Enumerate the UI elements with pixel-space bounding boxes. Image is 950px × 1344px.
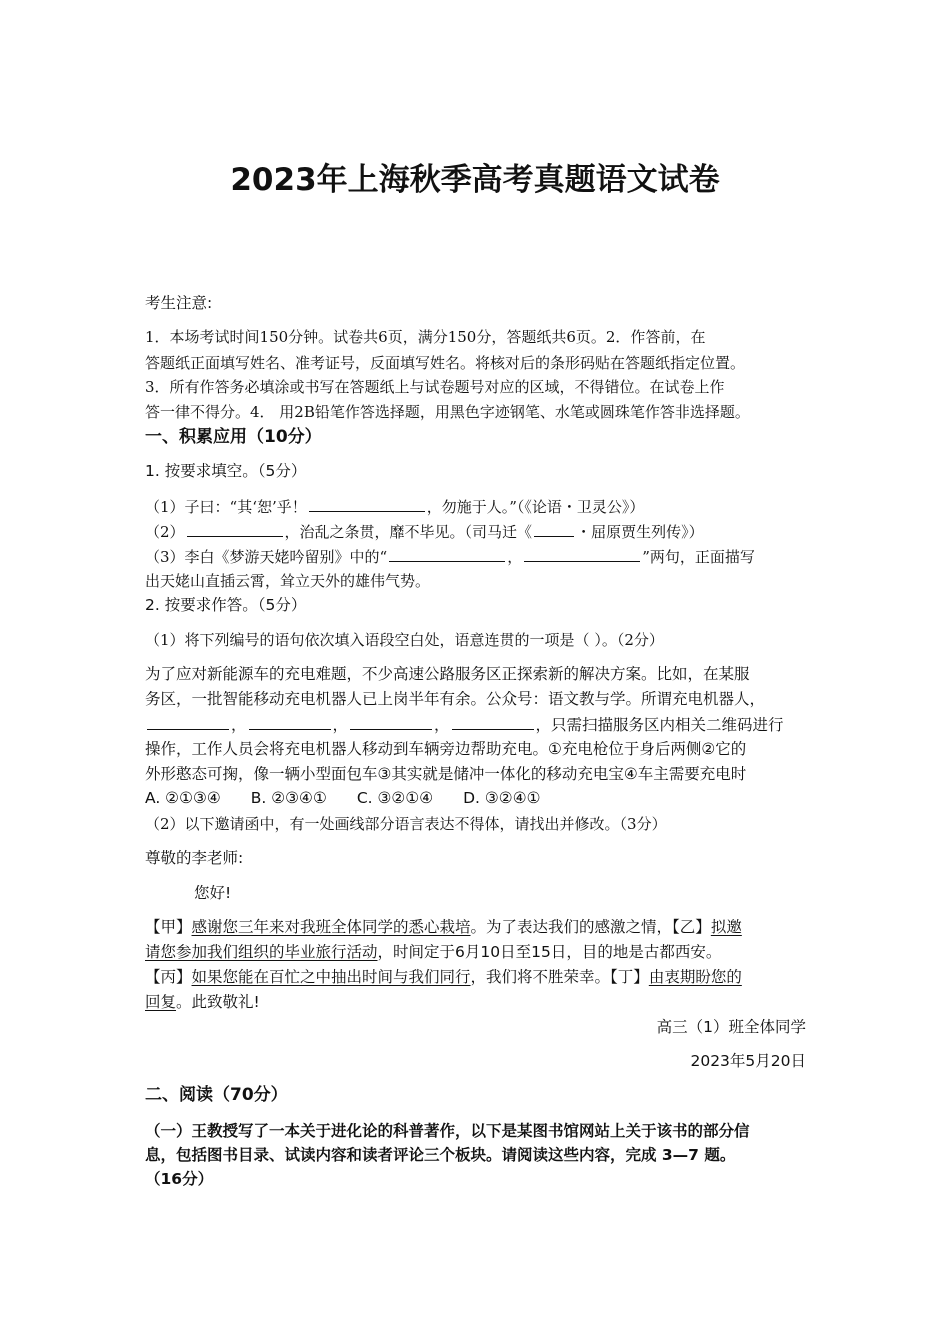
underlined-ding-part1: 由衷期盼您的 bbox=[648, 968, 742, 986]
letter-salutation: 尊敬的李老师: bbox=[145, 849, 244, 867]
notice-line-2: 答题纸正面填写姓名、准考证号，反面填写姓名。将核对后的条形码贴在答题纸指定位置。 bbox=[145, 354, 746, 372]
q1-item-3-suffix: ”两句，正面描写 bbox=[642, 548, 755, 566]
fill-blank[interactable] bbox=[452, 713, 534, 730]
notice-line-3: 3．所有作答务必填涂或书写在答题纸上与试卷题号对应的区域，不得错位。在试卷上作 bbox=[145, 378, 725, 396]
underlined-ding-part2: 回复 bbox=[145, 993, 177, 1011]
letter-line-1 bbox=[145, 916, 742, 938]
letter-text: 。为了表达我们的感激之情， bbox=[470, 918, 673, 936]
fill-blank[interactable] bbox=[389, 545, 505, 562]
letter-line-4 bbox=[145, 991, 260, 1013]
q1-stem: 1. 按要求填空。（5分） bbox=[145, 462, 307, 480]
notice-line-4: 答一律不得分。4． 用2B铅笔作答选择题，用黑色字迹钢笔、水笔或圆珠笔作答非选择题。 bbox=[145, 403, 750, 421]
option-a[interactable]: A. ②①③④ bbox=[145, 789, 221, 807]
passage-line-2: 务区，一批智能移动充电机器人已上岗半年有余。公众号：语文教与学。所谓充电机器人， bbox=[145, 690, 766, 708]
tag-jia: 【甲】 bbox=[145, 918, 192, 936]
tag-yi: 【乙】 bbox=[672, 918, 711, 936]
fill-blank[interactable] bbox=[249, 713, 331, 730]
answer-options bbox=[145, 787, 571, 809]
fill-blank[interactable] bbox=[187, 520, 283, 537]
q1-item-1-prefix: （1）子曰：“其‘恕’乎！ bbox=[145, 498, 307, 516]
blank-separator: ， bbox=[231, 716, 247, 734]
passage-line-3-tail: ，只需扫描服务区内相关二维码进行 bbox=[535, 716, 784, 734]
q1-item-3-sep: ， bbox=[507, 548, 523, 566]
letter-line-2 bbox=[145, 941, 721, 963]
q1-item-2-mid: ，治乱之条贯，靡不毕见。（司马迁《 bbox=[284, 523, 533, 541]
notice-line-1: 1．本场考试时间150分钟。试卷共6页，满分150分，答题纸共6页。2．作答前，在 bbox=[145, 328, 706, 346]
option-c[interactable]: C. ③②①④ bbox=[356, 789, 434, 807]
q1-item-2 bbox=[145, 520, 704, 543]
fill-blank[interactable] bbox=[524, 545, 640, 562]
section2-intro-2: 息，包括图书目录、试读内容和读者评论三个板块。请阅读这些内容，完成 3—7 题。 bbox=[145, 1146, 736, 1164]
notice-heading: 考生注意: bbox=[145, 294, 213, 312]
tag-bing: 【丙】 bbox=[145, 968, 192, 986]
underlined-jia: 感谢您三年来对我班全体同学的悉心栽培 bbox=[191, 918, 471, 936]
passage-line-5: 外形憨态可掬，像一辆小型面包车③其实就是储冲一体化的移动充电宝④车主需要充电时 bbox=[145, 765, 747, 783]
q2-sub2: （2）以下邀请函中，有一处画线部分语言表达不得体，请找出并修改。（3分） bbox=[145, 815, 667, 833]
q1-item-3-cont: 出天姥山直插云霄，耸立天外的雄伟气势。 bbox=[145, 572, 431, 590]
fill-blank[interactable] bbox=[534, 520, 574, 537]
q2-sub1: （1）将下列编号的语句依次填入语段空白处，语意连贯的一项是（ ）。（2分） bbox=[145, 631, 664, 649]
section1-heading: 一、积累应用（10分） bbox=[145, 427, 322, 447]
passage-line-1: 为了应对新能源车的充电难题，不少高速公路服务区正探索新的解决方案。比如，在某服 bbox=[145, 665, 750, 683]
option-d[interactable]: D. ③②④① bbox=[463, 789, 541, 807]
fill-blank[interactable] bbox=[350, 713, 432, 730]
letter-date: 2023年5月20日 bbox=[690, 1052, 806, 1070]
letter-text: ，时间定于6月10日至15日，目的地是古都西安。 bbox=[377, 943, 722, 961]
option-b[interactable]: B. ②③④① bbox=[250, 789, 327, 807]
letter-text: 。此致敬礼! bbox=[176, 993, 260, 1011]
underlined-bing: 如果您能在百忙之中抽出时间与我们同行 bbox=[191, 968, 471, 986]
fill-blank[interactable] bbox=[147, 713, 229, 730]
q1-item-3 bbox=[145, 545, 755, 568]
section2-heading: 二、阅读（70分） bbox=[145, 1085, 288, 1105]
letter-signature: 高三（1）班全体同学 bbox=[656, 1018, 806, 1036]
section2-intro-3: （16分） bbox=[145, 1170, 214, 1188]
page-title: 2023年上海秋季高考真题语文试卷 bbox=[230, 162, 720, 198]
passage-line-4: 操作，工作人员会将充电机器人移动到车辆旁边帮助充电。①充电枪位于身后两侧②它的 bbox=[145, 740, 747, 758]
underlined-yi-part1: 拟邀 bbox=[710, 918, 742, 936]
q1-item-2-suffix: ・屈原贾生列传》） bbox=[576, 523, 704, 541]
letter-line-3 bbox=[145, 966, 742, 988]
passage-blanks-line bbox=[145, 713, 784, 736]
blank-separator: ， bbox=[332, 716, 349, 734]
letter-greeting: 您好! bbox=[194, 884, 232, 902]
q2-stem: 2. 按要求作答。（5分） bbox=[145, 596, 307, 614]
fill-blank[interactable] bbox=[309, 495, 425, 512]
tag-ding: 【丁】 bbox=[610, 968, 649, 986]
underlined-yi-part2: 请您参加我们组织的毕业旅行活动 bbox=[145, 943, 378, 961]
q1-item-3-prefix: （3）李白《梦游天姥吟留别》中的“ bbox=[145, 548, 388, 566]
section2-intro-1: （一）王教授写了一本关于进化论的科普著作，以下是某图书馆网站上关于该书的部分信 bbox=[145, 1122, 750, 1140]
letter-text: ，我们将不胜荣幸。 bbox=[470, 968, 611, 986]
blank-separator: ， bbox=[434, 716, 450, 734]
q1-item-1-suffix: ，勿施于人。”（《论语・卫灵公》） bbox=[426, 498, 645, 516]
q1-item-1 bbox=[145, 495, 644, 518]
q1-item-2-prefix: （2） bbox=[145, 523, 185, 541]
